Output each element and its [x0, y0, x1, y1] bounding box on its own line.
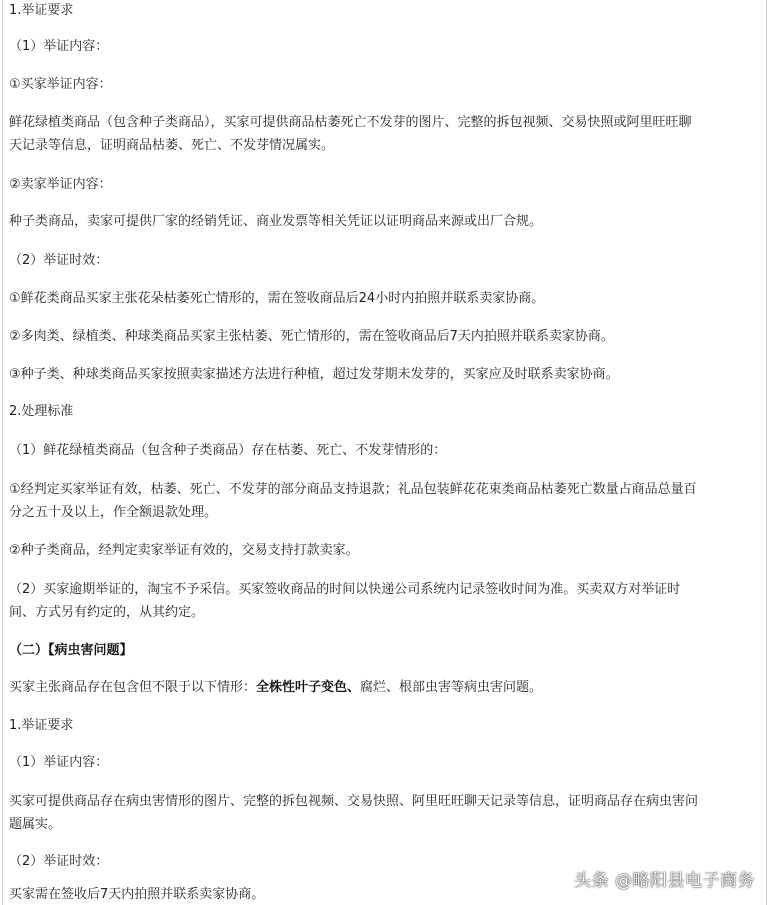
pest-evidence-requirements-heading: 1.举证要求: [9, 718, 74, 733]
subheading-evidence-timeliness: （2）举证时效：: [9, 253, 109, 268]
paragraph-seller-evidence: 种子类商品，卖家可提供厂家的经销凭证、商业发票等相关凭证以证明商品来源或出厂合规。: [9, 214, 543, 229]
handling-item-2: ②种子类商品，经判定卖家举证有效的，交易支持打款卖家。: [9, 543, 359, 558]
paragraph-buyer-evidence-line2: 天记录等信息，证明商品枯萎、死亡、不发芽情况属实。: [9, 138, 335, 153]
pest-timeliness-text: 买家需在签收后7天内拍照并联系卖家协商。: [9, 887, 265, 902]
section-heading-evidence-requirements: 1.举证要求: [9, 3, 74, 18]
timeliness-item-2: ②多肉类、绿植类、种球类商品买家主张枯萎、死亡情形的，需在签收商品后7天内拍照并联系卖家协商。: [9, 329, 614, 344]
pest-timeliness-heading: （2）举证时效：: [9, 854, 109, 869]
handling-item-1-line1: ①经判定买家举证有效，枯萎、死亡、不发芽的部分商品支持退款；礼品包装鲜花花束类商品枯萎死亡数量占商品总量百: [9, 482, 697, 497]
late-evidence-line1: （2）买家逾期举证的，淘宝不予采信。买家签收商品的时间以快递公司系统内记录签收时间为准。买卖双方对举证时: [9, 582, 681, 597]
pest-claim-paragraph: [9, 678, 761, 698]
buyer-evidence-heading: ①买家举证内容：: [9, 77, 112, 92]
handling-item-1-line2: 分之五十及以上，作全额退款处理。: [9, 505, 218, 520]
section-heading-handling-standard: 2.处理标准: [9, 404, 74, 419]
subheading-evidence-content: （1）举证内容：: [9, 39, 109, 54]
subheading-wilting-cases: （1）鲜花绿植类商品（包含种子类商品）存在枯萎、死亡、不发芽情形的：: [9, 443, 447, 458]
timeliness-item-3: ③种子类、种球类商品买家按照卖家描述方法进行种植，超过发芽期未发芽的，买家应及时联系卖家协商。: [9, 367, 619, 382]
paragraph-buyer-evidence-line1: 鲜花绿植类商品（包含种子类商品），买家可提供商品枯萎死亡不发芽的图片、完整的拆包视频、交易快照或阿里旺旺聊: [9, 115, 692, 130]
timeliness-item-1: ①鲜花类商品买家主张花朵枯萎死亡情形的，需在签收商品后24小时内拍照并联系卖家协商。: [9, 291, 545, 306]
pest-claim-suffix: 腐烂、根部虫害等病虫害问题。: [360, 680, 543, 695]
seller-evidence-heading: ②卖家举证内容：: [9, 177, 112, 192]
section-heading-pests: （二）【病虫害问题】: [9, 643, 133, 658]
pest-evidence-paragraph-line2: 题属实。: [9, 817, 62, 832]
pest-evidence-content-heading: （1）举证内容：: [9, 755, 109, 770]
pest-claim-prefix: 买家主张商品存在包含但不限于以下情形：: [9, 680, 257, 695]
pest-evidence-paragraph-line1: 买家可提供商品存在病虫害情形的图片、完整的拆包视频、交易快照、阿里旺旺聊天记录等信息，证明商品存在病虫害问: [9, 794, 699, 809]
late-evidence-line2: 间、方式另有约定的，从其约定。: [9, 605, 205, 620]
watermark-text: 头条 @略阳县电子商务: [574, 871, 755, 891]
pest-claim-bold: 全株性叶子变色、: [256, 680, 361, 695]
